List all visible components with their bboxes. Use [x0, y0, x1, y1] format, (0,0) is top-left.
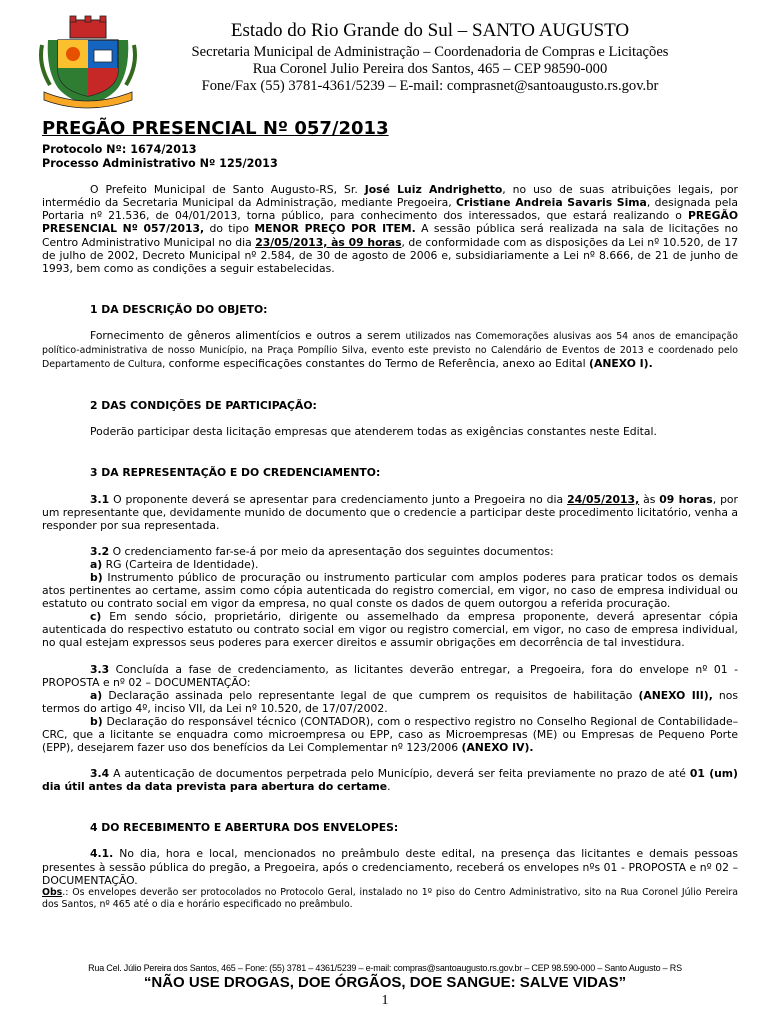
- observation-note: Obs.: Os envelopes deverão ser protocolados no Protocolo Geral, instalado no 1º piso do Centro Administrativo, sito na Rua Coronel Júlio Pereira dos Santos, nº 465 até o dia e horário especificado no preâmbulo.: [42, 886, 738, 910]
- item-3-3-a: a) Declaração assinada pelo representante legal de que cumprem os requisitos de habilitação (ANEXO III), nos termos do artigo 4º, inciso VII, da Lei nº 10.520, de 17/07/2002.: [42, 688, 738, 715]
- paragraph-3-3: 3.3 Concluída a fase de credenciamento, as licitantes deverão entregar, a Pregoeira, fora do envelope nº 01 - PROPOSTA e nº 02 – DOCUMENTAÇÃO:: [42, 662, 738, 689]
- item-3-2-a: a) RG (Carteira de Identidade).: [90, 557, 259, 571]
- municipal-coat-of-arms-icon: [38, 10, 138, 110]
- page-number: 1: [381, 993, 389, 1008]
- session-date: 23/05/2013, às 09 horas: [255, 235, 402, 249]
- header-state-city: Estado do Rio Grande do Sul – SANTO AUGUSTO: [230, 20, 630, 41]
- section-2-heading: 2 DAS CONDIÇÕES DE PARTICIPAÇÃO:: [90, 399, 317, 413]
- mayor-name: José Luiz Andrighetto: [364, 183, 503, 197]
- header-contact: Fone/Fax (55) 3781-4361/5239 – E-mail: comprasnet@santoaugusto.rs.gov.br: [201, 78, 659, 94]
- section-1-heading: 1 DA DESCRIÇÃO DO OBJETO:: [90, 302, 268, 316]
- paragraph-3-4: 3.4 A autenticação de documentos perpetrada pelo Município, deverá ser feita previamente no prazo de até 01 (um) dia útil antes da data prevista para abertura do certame.: [42, 767, 738, 794]
- footer-slogan: “NÃO USE DROGAS, DOE ÓRGÃOS, DOE SANGUE: SALVE VIDAS”: [143, 974, 627, 991]
- document-title: PREGÃO PRESENCIAL Nº 057/2013: [42, 118, 389, 139]
- header-department: Secretaria Municipal de Administração – Coordenadoria de Compras e Licitações: [191, 44, 669, 60]
- section-2-text: Poderão participar desta licitação empresas que atenderem todas as exigências constantes neste Edital.: [90, 425, 657, 439]
- footer-address: Rua Cel. Júlio Pereira dos Santos, 465 – Fone: (55) 3781 – 4361/5239 – e-mail: compras@santoaugusto.rs.gov.br – CEP 98.590-000 – Santo Augusto – RS: [88, 963, 682, 973]
- item-3-3-b: b) Declaração do responsável técnico (CONTADOR), com o respectivo registro no Conselho Regional de Contabilidade–CRC, que a licitante se enquadra como microempresa ou EPP, caso as Microempresas (ME) ou Empresas de Pequeno Porte (EPP), desejarem fazer uso dos benefícios da Lei Complementar nº 123/2006 (ANEXO IV).: [42, 714, 738, 755]
- paragraph-3-1: 3.1 O proponente deverá se apresentar para credenciamento junto a Pregoeira no dia 24/05/2013, às 09 horas, por um representante que, devidamente munido de documento que o credencie a participar deste procedimento licitatório, venha a responder por sua representada.: [42, 492, 738, 532]
- header-address: Rua Coronel Julio Pereira dos Santos, 465 – CEP 98590-000: [252, 61, 608, 77]
- section-1-text: Fornecimento de gêneros alimentícios e outros a serem utilizados nas Comemorações alusivas aos 54 anos de emancipação político-administrativa de nosso Município, na Praça Pompílio Silva, evento este previsto no Calendário de Eventos de 2013 e coordenado pelo Departamento de Cultura, conforme especificações constantes do Termo de Referência, anexo ao Edital (ANEXO I).: [42, 328, 738, 371]
- paragraph-4-1: 4.1. No dia, hora e local, mencionados no preâmbulo deste edital, na presença das licitantes e demais pessoas presentes à sessão pública do pregão, a Pregoeira, após o credenciamento, receberá os envelopes nºs 01 - PROPOSTA e nº 02 – DOCUMENTAÇÃO.: [42, 847, 738, 887]
- paragraph-3-2: 3.2 O credenciamento far-se-á por meio da apresentação dos seguintes documentos:: [90, 544, 554, 558]
- process-number: Processo Administrativo Nº 125/2013: [42, 156, 278, 170]
- document-body: [42, 118, 738, 911]
- protocol-number: Protocolo Nº: 1674/2013: [42, 143, 197, 156]
- section-3-heading: 3 DA REPRESENTAÇÃO E DO CREDENCIAMENTO:: [90, 466, 381, 480]
- item-3-2-c: c) Em sendo sócio, proprietário, dirigente ou assemelhado da empresa proponente, deverá apresentar cópia autenticada do respectivo estatuto ou contrato social em vigor ou registro comercial, em vigor, no caso de empresa individual, no qual estejam expressos seus poderes para exercer direitos e assumir obrigações em decorrência de tal investidura.: [42, 610, 738, 650]
- pregoeira-name: Cristiane Andreia Savaris Sima: [455, 196, 647, 210]
- section-4-heading: 4 DO RECEBIMENTO E ABERTURA DOS ENVELOPES:: [90, 821, 399, 835]
- intro-paragraph: O Prefeito Municipal de Santo Augusto-RS, Sr. José Luiz Andrighetto, no uso de suas atribuições legais, por intermédio da Secretaria Municipal da Administração, mediante Pregoeira, Cristiane Andreia Savaris Sima, designada pela Portaria nº 21.536, de 04/01/2013, torna público, para conhecimento dos interessados, que estará realizando o PREGÃO PRESENCIAL Nº 057/2013, do tipo MENOR PREÇO POR ITEM. A sessão pública será realizada na sala de licitações no Centro Administrativo Municipal no dia 23/05/2013, às 09 horas, de conformidade com as disposições da Lei nº 10.520, de 17 de julho de 2002, Decreto Municipal nº 2.584, de 30 de agosto de 2006 e, subsidiariamente a Lei nº 8.666, de 21 de junho de 1993, bem como as condições a seguir estabelecidas.: [42, 183, 738, 275]
- item-3-2-b: b) Instrumento público de procuração ou instrumento particular com amplos poderes para praticar todos os demais atos pertinentes ao certame, assim como cópia autenticada do registro comercial, em vigor, no caso de empresa individual ou estatuto ou contrato social em vigor da empresa, no qual conste os dados de quem outorgou a referida procuração.: [42, 570, 738, 611]
